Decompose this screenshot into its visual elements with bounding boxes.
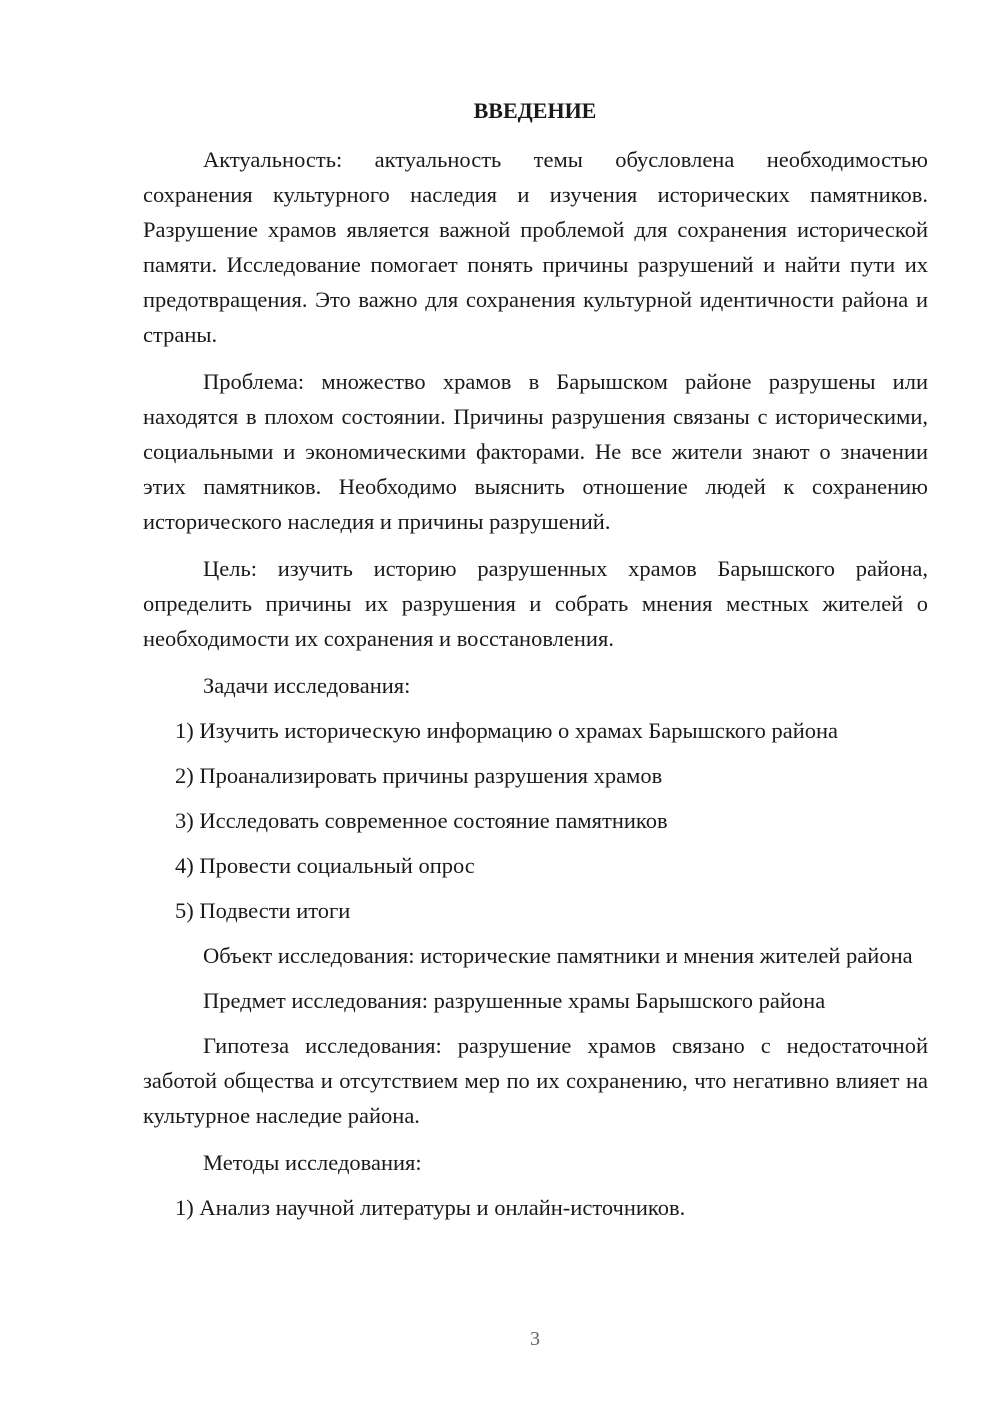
page-number: 3	[530, 1328, 540, 1350]
page-title: ВВЕДЕНИЕ	[473, 98, 597, 123]
list-item: 4) Провести социальный опрос	[175, 853, 475, 878]
list-item: 1) Изучить историческую информацию о храмах Барышского района	[175, 718, 839, 743]
object-paragraph: Объект исследования: исторические памятники и мнения жителей района	[203, 943, 913, 968]
tasks-list	[143, 713, 928, 928]
list-item: 2) Проанализировать причины разрушения храмов	[175, 763, 663, 788]
list-item: 5) Подвести итоги	[175, 898, 351, 923]
list-item: 3) Исследовать современное состояние памятников	[175, 808, 668, 833]
hypothesis-paragraph: Гипотеза исследования: разрушение храмов связано с недостаточной заботой общества и отсутствием мер по их сохранению, что негативно влияет на культурное наследие района.	[143, 1033, 928, 1128]
document-body	[143, 142, 928, 1235]
subject-paragraph: Предмет исследования: разрушенные храмы Барышского района	[203, 988, 826, 1013]
problem-paragraph: Проблема: множество храмов в Барышском районе разрушены или находятся в плохом состоянии. Причины разрушения связаны с историческими, социальными и экономическими факторами. Не все жители знают о значении этих памятников. Необходимо выяснить отношение людей к сохранению исторического наследия и причины разрушений.	[143, 369, 928, 534]
methods-heading: Методы исследования:	[203, 1150, 422, 1175]
methods-list	[143, 1190, 928, 1225]
list-item: 1) Анализ научной литературы и онлайн-источников.	[175, 1195, 686, 1220]
goal-paragraph: Цель: изучить историю разрушенных храмов Барышского района, определить причины их разрушения и собрать мнения местных жителей о необходимости их сохранения и восстановления.	[143, 556, 928, 651]
tasks-heading: Задачи исследования:	[203, 673, 411, 698]
relevance-paragraph: Актуальность: актуальность темы обусловлена необходимостью сохранения культурного наследия и изучения исторических памятников. Разрушение храмов является важной проблемой для сохранения исторической памяти. Исследование помогает понять причины разрушений и найти пути их предотвращения. Это важно для сохранения культурной идентичности района и страны.	[143, 147, 928, 347]
